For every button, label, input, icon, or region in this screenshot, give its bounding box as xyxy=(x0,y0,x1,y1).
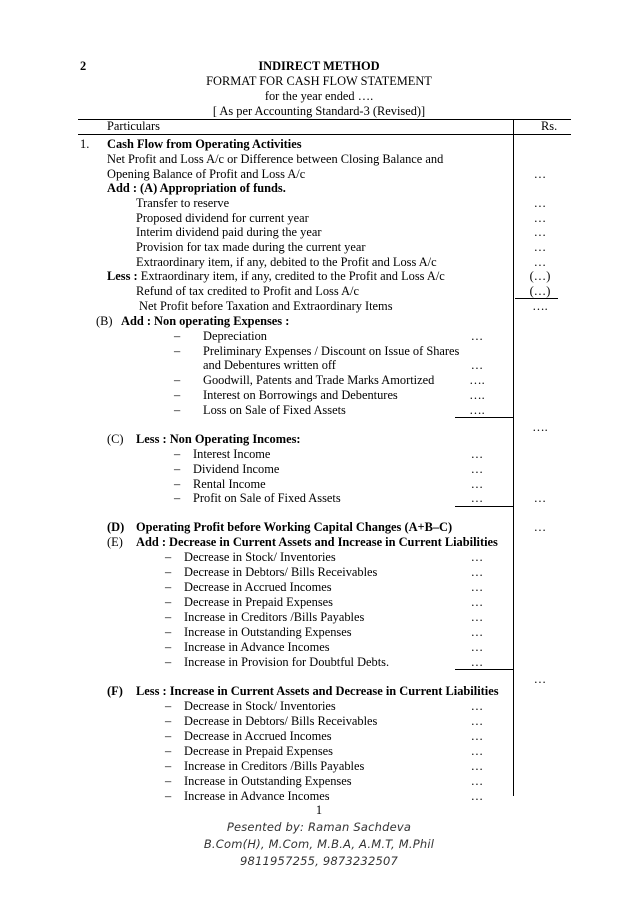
refund-line: Refund of tax credited to Profit and Loss A/c xyxy=(136,284,359,298)
amount: … xyxy=(470,565,484,579)
dash: – xyxy=(165,774,172,788)
less-text: Extraordinary item, if any, credited to the Profit and Loss A/c xyxy=(140,269,445,283)
amount: … xyxy=(533,211,547,225)
list-item: Decrease in Stock/ Inventories xyxy=(184,699,336,713)
document-subtitle: FORMAT FOR CASH FLOW STATEMENT xyxy=(206,74,432,88)
amount: … xyxy=(470,744,484,758)
amount: … xyxy=(470,640,484,654)
presenter-line: Pesented by: Raman Sachdeva xyxy=(226,820,412,834)
dash: – xyxy=(174,447,181,461)
amount: … xyxy=(470,729,484,743)
amount: … xyxy=(470,774,484,788)
amount: … xyxy=(470,625,484,639)
dash: – xyxy=(165,759,172,773)
add-appropriation-label: Add : (A) Appropriation of funds. xyxy=(107,181,286,195)
section-title: Add : Decrease in Current Assets and Increase in Current Liabilities xyxy=(136,535,498,549)
list-item: Increase in Creditors /Bills Payables xyxy=(184,610,365,624)
list-item: Provision for tax made during the current year xyxy=(136,240,366,254)
section-label: (F) xyxy=(107,684,123,698)
dash: – xyxy=(174,329,181,343)
amount: … xyxy=(533,491,547,505)
amount: …. xyxy=(532,420,548,434)
section-number: 1. xyxy=(80,137,90,151)
list-item: Decrease in Stock/ Inventories xyxy=(184,550,336,564)
amount: … xyxy=(470,699,484,713)
list-item: Increase in Provision for Doubtful Debts. xyxy=(184,655,390,669)
amount: … xyxy=(470,447,484,461)
dash: – xyxy=(165,640,172,654)
list-item: Increase in Outstanding Expenses xyxy=(184,774,352,788)
amount: (…) xyxy=(529,269,551,283)
dash: – xyxy=(174,344,181,358)
dash: – xyxy=(165,550,172,564)
dash: – xyxy=(174,388,181,402)
amount: … xyxy=(470,329,484,343)
section-label: (E) xyxy=(107,535,123,549)
list-item: Increase in Advance Incomes xyxy=(184,789,330,803)
amount: … xyxy=(470,714,484,728)
page-number: 2 xyxy=(80,59,87,73)
qualifications-line: B.Com(H), M.Com, M.B.A, A.M.T, M.Phil xyxy=(203,837,435,851)
list-item: Decrease in Debtors/ Bills Receivables xyxy=(184,565,378,579)
section-label: (D) xyxy=(107,520,125,534)
particulars-header: Particulars xyxy=(107,119,160,133)
npbt-line: Net Profit before Taxation and Extraordinary Items xyxy=(139,299,393,313)
list-item: Goodwill, Patents and Trade Marks Amortized xyxy=(203,373,435,387)
dash: – xyxy=(165,580,172,594)
amount: … xyxy=(533,196,547,210)
amount: … xyxy=(533,225,547,239)
amount: …. xyxy=(469,388,485,402)
subtotal-rule xyxy=(455,417,513,418)
amount: … xyxy=(470,759,484,773)
amount-column-rule xyxy=(513,119,514,796)
dash: – xyxy=(165,729,172,743)
amount: … xyxy=(470,462,484,476)
net-profit-line-2: Opening Balance of Profit and Loss A/c xyxy=(107,167,306,181)
amount: … xyxy=(470,491,484,505)
amount: … xyxy=(470,477,484,491)
amount: …. xyxy=(469,403,485,417)
amount: … xyxy=(533,240,547,254)
period-line: for the year ended …. xyxy=(264,89,374,103)
less-extraordinary-line xyxy=(107,269,445,283)
list-item: Decrease in Prepaid Expenses xyxy=(184,595,333,609)
list-item: Loss on Sale of Fixed Assets xyxy=(203,403,346,417)
list-item: Rental Income xyxy=(193,477,266,491)
amount: … xyxy=(470,610,484,624)
amount: … xyxy=(533,520,547,534)
list-item: Transfer to reserve xyxy=(136,196,230,210)
list-item: Increase in Outstanding Expenses xyxy=(184,625,352,639)
section-title: Less : Increase in Current Assets and Decrease in Current Liabilities xyxy=(136,684,499,698)
amount: … xyxy=(470,595,484,609)
amount: … xyxy=(470,358,484,372)
list-item: Increase in Creditors /Bills Payables xyxy=(184,759,365,773)
document-title: INDIRECT METHOD xyxy=(258,59,380,73)
list-item: and Debentures written off xyxy=(203,358,336,372)
dash: – xyxy=(174,491,181,505)
dash: – xyxy=(165,655,172,669)
amount: … xyxy=(533,672,547,686)
section-label: (B) xyxy=(96,314,113,328)
list-item: Proposed dividend for current year xyxy=(136,211,309,225)
standard-line: [ As per Accounting Standard-3 (Revised)] xyxy=(212,104,426,118)
dash: – xyxy=(174,373,181,387)
section-title: Add : Non operating Expenses : xyxy=(121,314,290,328)
dash: – xyxy=(174,403,181,417)
dash: – xyxy=(165,789,172,803)
list-item: Depreciation xyxy=(203,329,267,343)
net-profit-line: Net Profit and Loss A/c or Difference between Closing Balance and xyxy=(107,152,444,166)
section-title: Cash Flow from Operating Activities xyxy=(107,137,302,151)
list-item: Profit on Sale of Fixed Assets xyxy=(193,491,341,505)
dash: – xyxy=(165,699,172,713)
amount: … xyxy=(470,580,484,594)
amount: … xyxy=(470,789,484,803)
amount: … xyxy=(470,550,484,564)
list-item: Interest Income xyxy=(193,447,271,461)
list-item: Decrease in Prepaid Expenses xyxy=(184,744,333,758)
dash: – xyxy=(165,595,172,609)
footer-page-number: 1 xyxy=(315,803,323,817)
less-label: Less : xyxy=(107,269,138,283)
section-title: Operating Profit before Working Capital Changes (A+B–C) xyxy=(136,520,453,534)
dash: – xyxy=(165,714,172,728)
amount: …. xyxy=(469,373,485,387)
header-bottom-rule xyxy=(78,134,571,135)
amount: … xyxy=(533,167,547,181)
list-item: Dividend Income xyxy=(193,462,280,476)
dash: – xyxy=(174,477,181,491)
dash: – xyxy=(165,565,172,579)
dash: – xyxy=(165,610,172,624)
amount: …. xyxy=(532,299,548,313)
list-item: Interim dividend paid during the year xyxy=(136,225,322,239)
amount: (…) xyxy=(529,284,551,298)
dash: – xyxy=(174,462,181,476)
list-item: Interest on Borrowings and Debentures xyxy=(203,388,398,402)
list-item: Decrease in Accrued Incomes xyxy=(184,729,332,743)
list-item: Decrease in Debtors/ Bills Receivables xyxy=(184,714,378,728)
list-item: Extraordinary item, if any, debited to the Profit and Loss A/c xyxy=(136,255,437,269)
section-title: Less : Non Operating Incomes: xyxy=(136,432,301,446)
amount: … xyxy=(470,655,484,669)
dash: – xyxy=(165,625,172,639)
subtotal-rule xyxy=(455,669,513,670)
phone-line: 9811957255, 9873232507 xyxy=(239,854,399,868)
section-label: (C) xyxy=(107,432,124,446)
subtotal-rule xyxy=(455,506,513,507)
amount: … xyxy=(533,255,547,269)
list-item: Increase in Advance Incomes xyxy=(184,640,330,654)
dash: – xyxy=(165,744,172,758)
list-item: Preliminary Expenses / Discount on Issue of Shares xyxy=(203,344,460,358)
rs-header: Rs. xyxy=(541,119,558,133)
list-item: Decrease in Accrued Incomes xyxy=(184,580,332,594)
